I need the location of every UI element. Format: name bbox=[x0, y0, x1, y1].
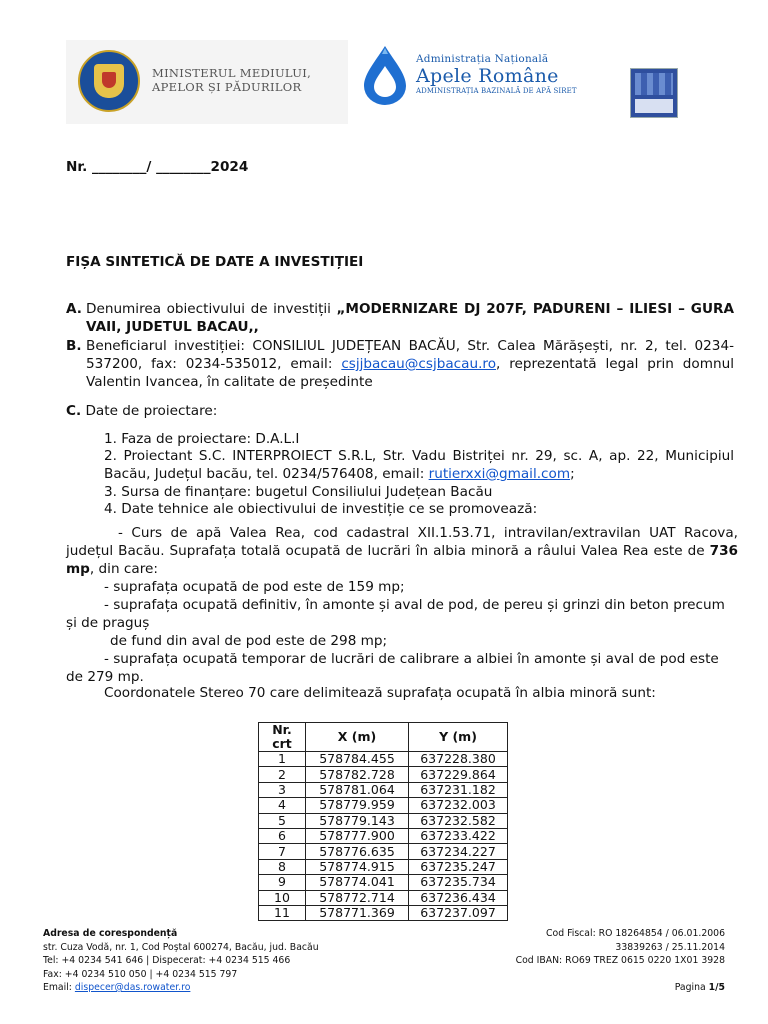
footer-address-block bbox=[43, 927, 319, 995]
cell-y: 637232.003 bbox=[409, 798, 508, 813]
cell-x: 578781.064 bbox=[306, 782, 409, 797]
cell-x: 578784.455 bbox=[306, 752, 409, 767]
anar-name: Administrația Națională Apele Române ADMINISTRAȚIA BAZINALĂ DE APĂ SIRET bbox=[416, 53, 577, 95]
coordinates-table bbox=[258, 722, 508, 921]
cell-y: 637236.434 bbox=[409, 890, 508, 905]
footer-address: str. Cuza Vodă, nr. 1, Cod Poștal 600274, Bacău, jud. Bacău bbox=[43, 941, 319, 953]
cell-y: 637233.422 bbox=[409, 828, 508, 843]
table-row bbox=[259, 752, 508, 767]
table-row bbox=[259, 828, 508, 843]
table-row bbox=[259, 890, 508, 905]
cell-x: 578774.041 bbox=[306, 875, 409, 890]
cell-x: 578774.915 bbox=[306, 859, 409, 874]
header-x: X (m) bbox=[306, 723, 409, 752]
footer-phone: Tel: +4 0234 541 646 | Dispecerat: +4 0234 515 466 bbox=[43, 955, 291, 966]
cell-nr: 9 bbox=[259, 875, 306, 890]
temporary-area-item: - suprafața ocupată temporar de lucrări de calibrare a albiei în amonte și aval de pod este de 279 mp. bbox=[66, 651, 719, 685]
bridge-area-item: - suprafața ocupată de pod este de 159 mp; bbox=[104, 579, 405, 595]
cell-y: 637232.582 bbox=[409, 813, 508, 828]
iso-certification-logo bbox=[630, 68, 678, 118]
cell-y: 637228.380 bbox=[409, 752, 508, 767]
funding-source: 3. Sursa de finanțare: bugetul Consiliului Județean Bacău bbox=[104, 484, 493, 500]
permanent-area-item-cont: de fund din aval de pod este de 298 mp; bbox=[110, 633, 388, 649]
cell-y: 637235.247 bbox=[409, 859, 508, 874]
cell-nr: 5 bbox=[259, 813, 306, 828]
table-row bbox=[259, 844, 508, 859]
designer-email-link[interactable]: rutierxxi@gmail.com bbox=[428, 466, 571, 482]
page-number: Pagina 1/5 bbox=[674, 982, 725, 993]
section-c-heading: C. Date de proiectare: bbox=[66, 403, 218, 419]
cell-x: 578779.143 bbox=[306, 813, 409, 828]
footer-fax: Fax: +4 0234 510 050 | +4 0234 515 797 bbox=[43, 968, 238, 980]
footer-fiscal-code: Cod Fiscal: RO 18264854 / 06.01.2006 bbox=[546, 928, 725, 939]
table-header-row bbox=[259, 723, 508, 752]
cell-y: 637237.097 bbox=[409, 905, 508, 920]
cell-nr: 3 bbox=[259, 782, 306, 797]
document-number: Nr. ________/ ________2024 bbox=[66, 159, 249, 175]
government-seal-logo bbox=[78, 50, 140, 112]
footer-heading: Adresa de corespondență bbox=[43, 928, 178, 939]
ministry-name: MINISTERUL MEDIULUI, APELOR ȘI PĂDURILOR bbox=[152, 66, 312, 94]
section-b-label: B. bbox=[66, 338, 82, 354]
cell-x: 578771.369 bbox=[306, 905, 409, 920]
beneficiary-email-link[interactable]: csjjbacau@csjbacau.ro bbox=[341, 356, 497, 372]
table-row bbox=[259, 798, 508, 813]
cell-y: 637231.182 bbox=[409, 782, 508, 797]
cell-nr: 1 bbox=[259, 752, 306, 767]
cell-x: 578779.959 bbox=[306, 798, 409, 813]
section-a-label: A. bbox=[66, 301, 82, 317]
cell-x: 578772.714 bbox=[306, 890, 409, 905]
cell-nr: 8 bbox=[259, 859, 306, 874]
watercourse-paragraph: - Curs de apă Valea Rea, cod cadastral XII.1.53.71, intravilan/extravilan UAT Racova, județul Bacău. Suprafața totală ocupată de lucrări în albia minoră a râului Valea Rea este de 736 mp, din care: bbox=[66, 525, 738, 577]
footer-fiscal-block bbox=[516, 927, 725, 995]
section-b-text: Beneficiarul investiției: CONSILIUL JUDEȚEAN BACĂU, Str. Calea Mărășești, nr. 2, tel. 0234-537200, fax: 0234-535012, email: csjjbacau@csjbacau.ro, reprezentată legal prin domnul Valentin Ivancea, în calitate de președinte bbox=[86, 338, 734, 390]
cell-nr: 4 bbox=[259, 798, 306, 813]
document-title: FIȘA SINTETICĂ DE DATE A INVESTIȚIEI bbox=[66, 254, 364, 270]
designer-info: 2. Proiectant S.C. INTERPROIECT S.R.L, Str. Vadu Bistriței nr. 29, sc. A, ap. 22, Municipiul Bacău, Județul bacău, tel. 0234/576408, email: rutierxxi@gmail.com; bbox=[104, 448, 734, 482]
cell-y: 637234.227 bbox=[409, 844, 508, 859]
cell-x: 578776.635 bbox=[306, 844, 409, 859]
cell-y: 637235.734 bbox=[409, 875, 508, 890]
footer-email-link[interactable]: dispecer@das.rowater.ro bbox=[74, 982, 191, 993]
table-row bbox=[259, 875, 508, 890]
coordinates-intro: Coordonatele Stereo 70 care delimitează suprafața ocupată în albia minoră sunt: bbox=[104, 685, 656, 701]
table-row bbox=[259, 859, 508, 874]
cell-x: 578777.900 bbox=[306, 828, 409, 843]
technical-data-heading: 4. Date tehnice ale obiectivului de investiție ce se promovează: bbox=[104, 501, 538, 517]
section-a-text: Denumirea obiectivului de investiții „MODERNIZARE DJ 207F, PADURENI – ILIESI – GURA VAII, JUDETUL BACAU,, bbox=[86, 301, 734, 335]
cell-nr: 7 bbox=[259, 844, 306, 859]
header-nr-crt: Nr. crt bbox=[259, 723, 306, 752]
table-row bbox=[259, 767, 508, 782]
table-row bbox=[259, 905, 508, 920]
table-row bbox=[259, 813, 508, 828]
cell-y: 637229.864 bbox=[409, 767, 508, 782]
apele-romane-drop-logo bbox=[362, 44, 408, 106]
cell-x: 578782.728 bbox=[306, 767, 409, 782]
cell-nr: 6 bbox=[259, 828, 306, 843]
footer-email-line: Email: dispecer@das.rowater.ro bbox=[43, 982, 191, 993]
design-phase: 1. Faza de proiectare: D.A.L.I bbox=[104, 431, 300, 447]
cell-nr: 10 bbox=[259, 890, 306, 905]
cell-nr: 2 bbox=[259, 767, 306, 782]
permanent-area-item: - suprafața ocupată definitiv, în amonte și aval de pod, de pereu și grinzi din beton precum și de praguș bbox=[66, 597, 725, 631]
footer-fiscal-code-2: 33839263 / 25.11.2014 bbox=[615, 941, 725, 953]
table-row bbox=[259, 782, 508, 797]
header-y: Y (m) bbox=[409, 723, 508, 752]
cell-nr: 11 bbox=[259, 905, 306, 920]
footer-iban: Cod IBAN: RO69 TREZ 0615 0220 1X01 3928 bbox=[515, 955, 725, 966]
